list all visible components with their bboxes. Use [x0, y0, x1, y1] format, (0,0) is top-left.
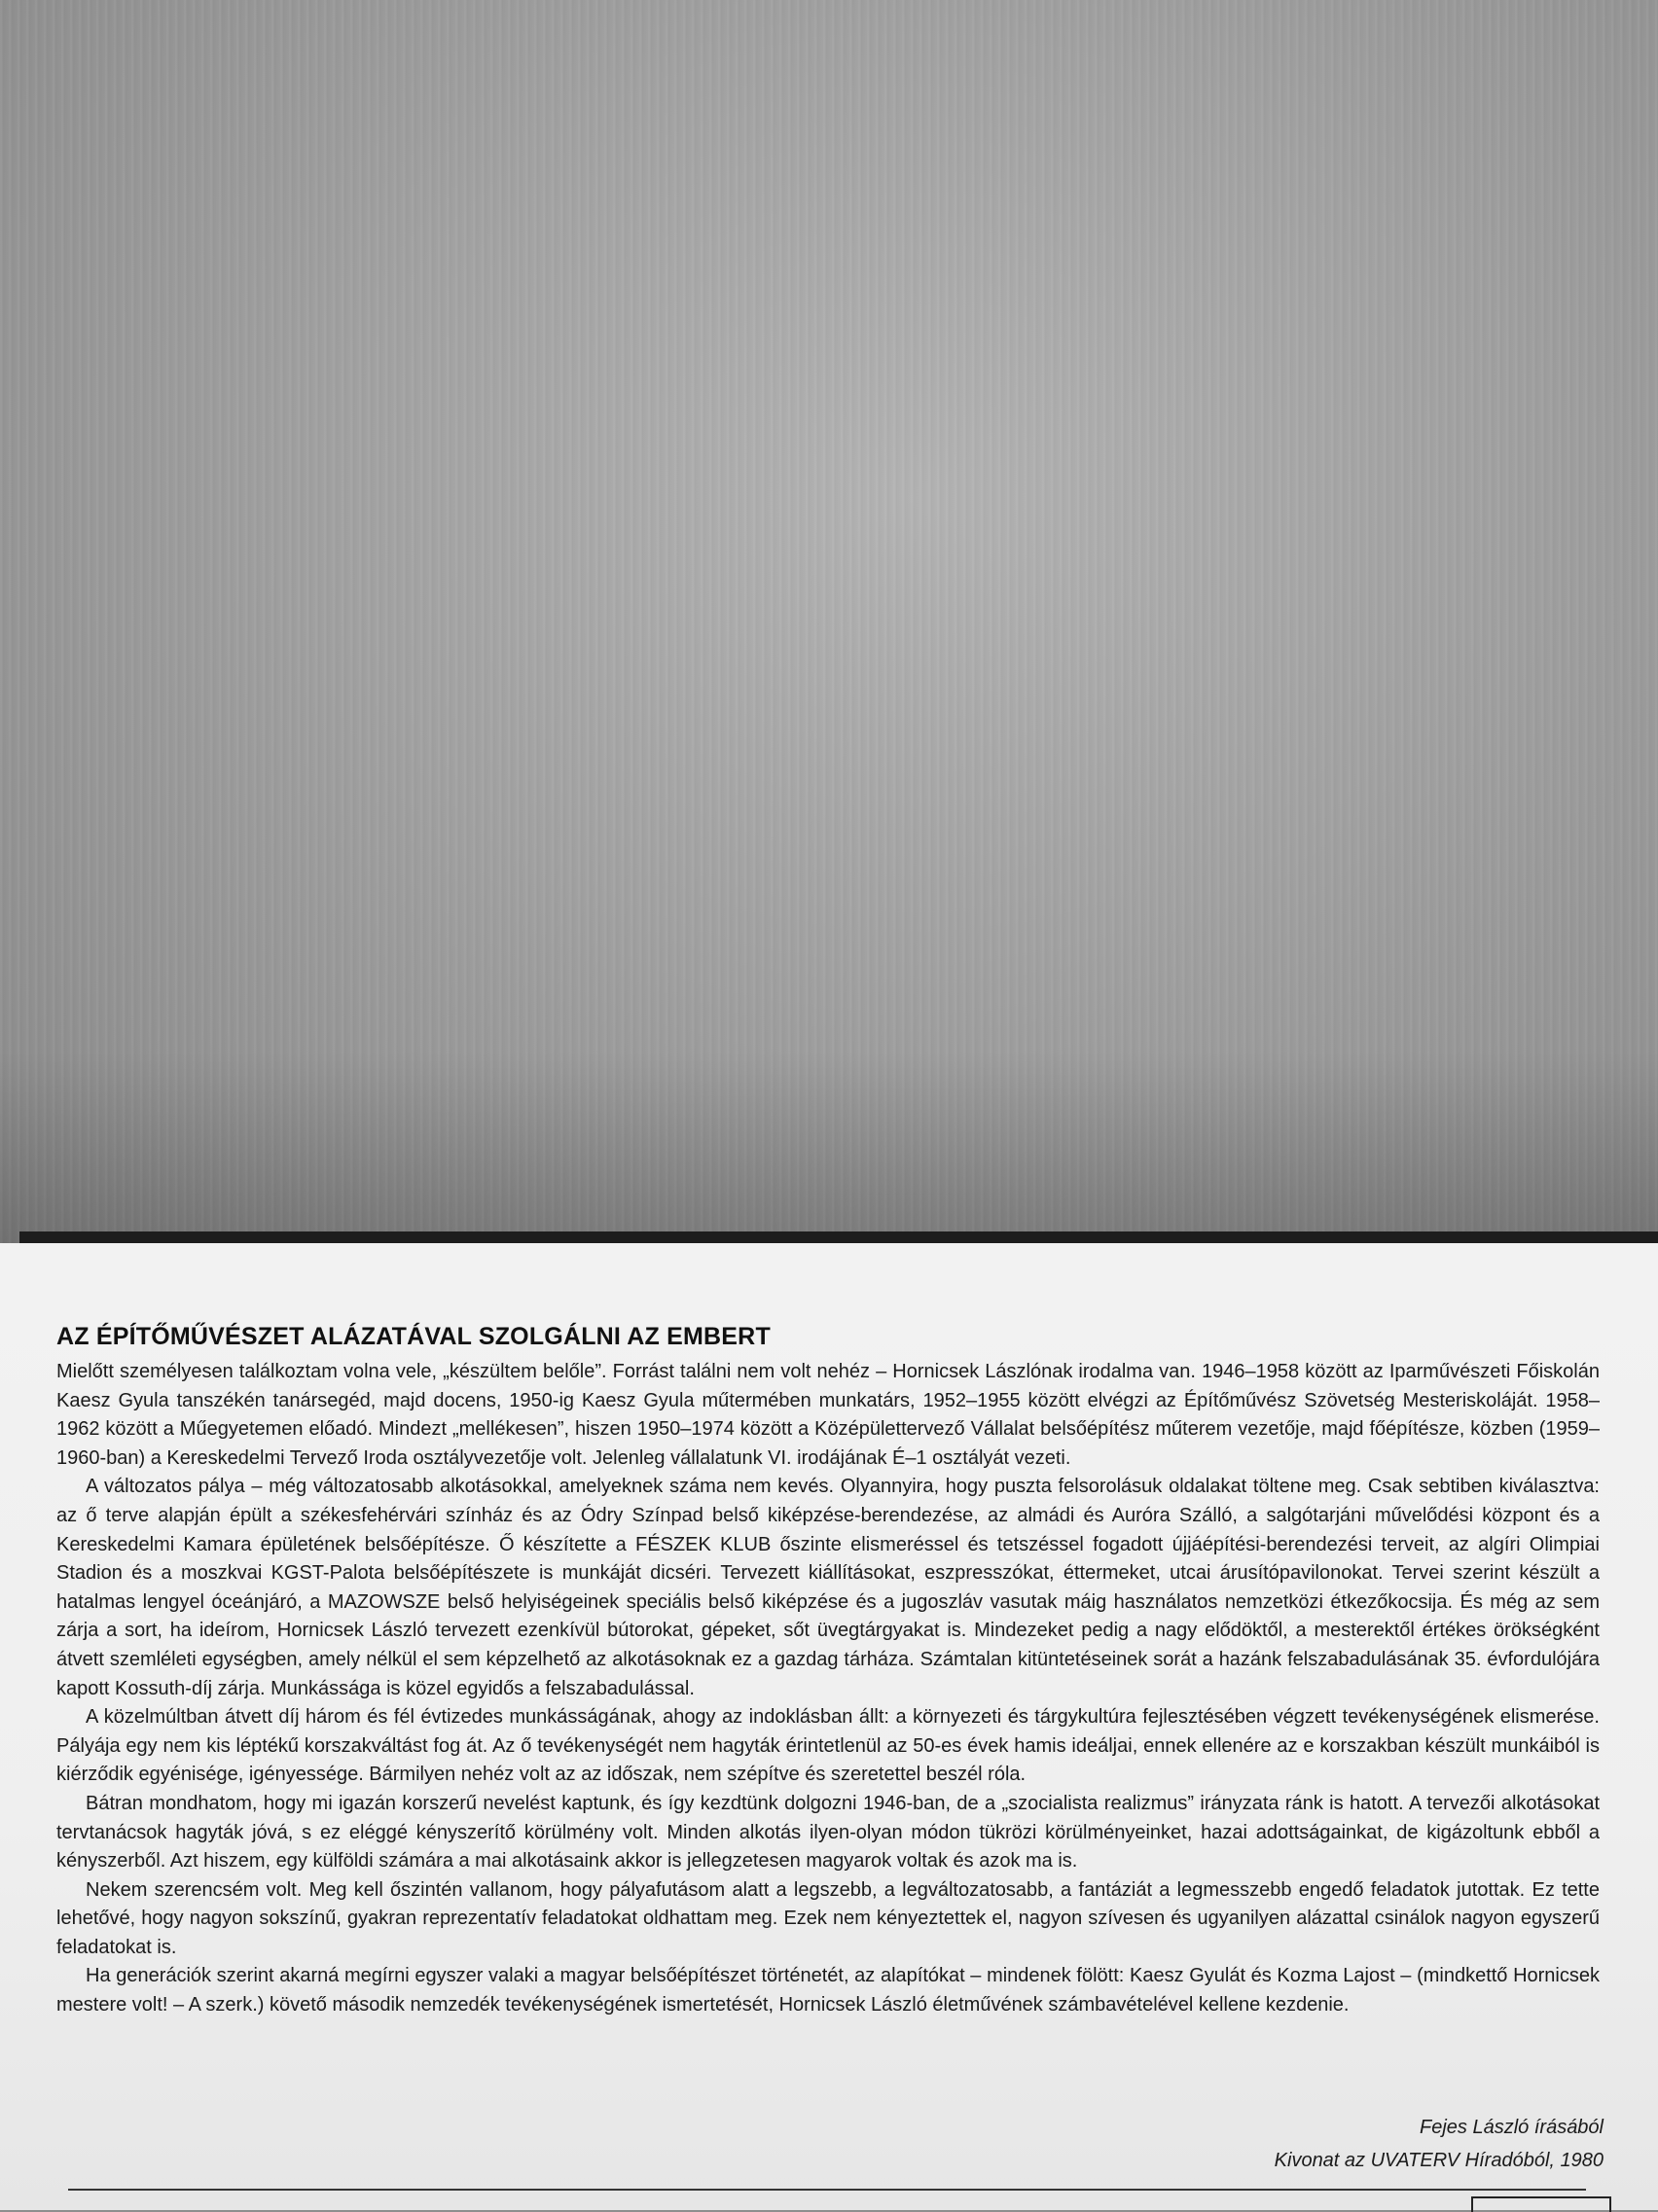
bottom-rule — [68, 2189, 1586, 2191]
article-title: AZ ÉPÍTŐMŰVÉSZET ALÁZATÁVAL SZOLGÁLNI AZ EMBERT — [56, 1323, 771, 1350]
paragraph: A változatos pálya – még változatosabb alkotásokkal, amelyeknek száma nem kevés. Olyannyira, hogy puszta felsorolásuk oldalakat töltene meg. Csak sebtiben kiválasztva: az ő terve alapján épült a székesfehérvári színház és az Ódry Színpad belső kiképzése-berendezése, az almádi és Auróra Szálló, a salgótarjáni művelődési központ és a Kereskedelmi Kamara épületének belsőépítésze. Ő készítette a FÉSZEK KLUB őszinte elismeréssel és tetszéssel fogadott újjáépítési-berendezési terveit, az algíri Olimpiai Stadion és a moszkvai KGST-Palota belsőépítészete is munkáját dicséri. Tervezett kiállításokat, eszpresszókat, éttermeket, utcai árusítópavilonokat. Tervei szerint készült a hatalmas lengyel óceánjáró, a MAZOWSZE belső helyiségeinek speciális belső kiképzése és a jugoszláv vasutak máig használatos nemzetközi étkezőkocsija. És még az sem zárja a sort, ha ideírom, Hornicsek László tervezett ezenkívül bútorokat, gépeket, sőt üvegtárgyakat is. Mindezeket pedig a nagy elődöktől, a mesterektől értékes örökségként átvett szemléleti egységben, amely nélkül el sem képzelhető az alkotásoknak ez a gazdag tárháza. Számtalan kitüntetéseinek sorát a hazánk felszabadulásának 35. évfordulójára kapott Kossuth-díj zárja. Munkássága is közel egyidős a felszabadulással. — [56, 1476, 1600, 1699]
attribution-author: Fejes László írásából — [1420, 2117, 1604, 2138]
page-shadow — [0, 1051, 1658, 1245]
article-body — [56, 1358, 1600, 2020]
paragraph: A közelmúltban átvett díj három és fél évtizedes munkásságának, ahogy az indoklásban állt: a környezeti és tárgykultúra fejlesztésében végzett tevékenységének elismerése. Pályája egy nem kis léptékű korszakváltást fog át. Az ő tevékenységét nem hagyták érintetlenül az 50-es évek hamis ideáljai, ennek ellenére az e korszakban készült munkáiból is kiérződik egyénisége, igényessége. Bármilyen nehéz volt az az időszak, nem szépítve és szeretettel beszél róla. — [56, 1706, 1600, 1786]
paragraph: Bátran mondhatom, hogy mi igazán korszerű nevelést kaptunk, és így kezdtünk dolgozni 1946-ban, de a „szocialista realizmus” irányzata ránk is hatott. A tervezői alkotásokat tervtanácsok hagyták jóvá, s ez eléggé kényszerítő körülmény volt. Minden alkotás ilyen-olyan módon tükrözi körülményeinket, hazai adottságainkat, de kigázoltunk ebből a kényszerből. Azt hiszem, egy külföldi számára a mai alkotásaink akkor is jellegzetesen magyarok voltak és azok ma is. — [56, 1792, 1600, 1873]
paragraph: Ha generációk szerint akarná megírni egyszer valaki a magyar belsőépítészet történetét, az alapítókat – mindenek fölött: Kaesz Gyulát és Kozma Lajost – (mindkettő Hornicsek mestere volt! – A szerk.) követő második nemzedék tevékenységének ismertetését, Hornicsek László életművének számbavételével kellene kezdenie. — [56, 1965, 1600, 2016]
attribution-source: Kivonat az UVATERV Híradóból, 1980 — [1274, 2150, 1604, 2171]
printed-page — [0, 1243, 1658, 2210]
attribution — [1275, 2111, 1604, 2177]
paragraph: Mielőtt személyesen találkoztam volna vele, „készültem belőle”. Forrást találni nem volt nehéz – Hornicsek Lászlónak irodalma van. 1946–1958 között az Iparművészeti Főiskolán Kaesz Gyula tanszékén tanársegéd, majd docens, 1950-ig Kaesz Gyula műtermében munkatárs, 1952–1955 között elvégzi az Építőművész Szövetség Mesteriskoláját. 1958–1962 között a Műegyetemen előadó. Mindezt „mellékesen”, hiszen 1950–1974 között a Középülettervező Vállalat belsőépítész műterem vezetője, majd főépítésze, közben (1959–1960-ban) a Kereskedelmi Tervező Iroda osztályvezetője volt. Jelenleg vállalatunk VI. irodájának É–1 osztályát vezeti. — [56, 1361, 1600, 1469]
paragraph: Nekem szerencsém volt. Meg kell őszintén vallanom, hogy pályafutásom alatt a legszebb, a legváltozatosabb, a fantáziát a legmesszebb engedő feladatok jutottak. Ez tette lehetővé, hogy nagyon sokszínű, gyakran reprezentatív feladatokat oldhattam meg. Ezek nem kényeztettek el, nagyon szívesen és ugyanilyen alázattal csinálok nagyon egyszerű feladatokat is. — [56, 1878, 1600, 1958]
